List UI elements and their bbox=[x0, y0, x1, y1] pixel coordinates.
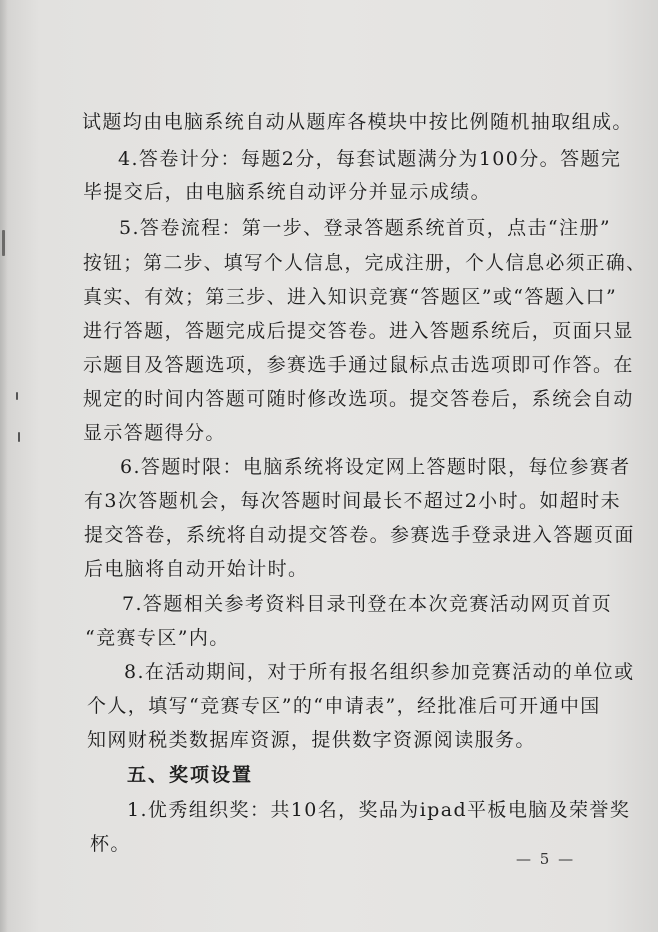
text-line: “竞赛专区”内。 bbox=[85, 627, 230, 649]
text-line: 毕提交后，由电脑系统自动评分并显示成绩。 bbox=[83, 181, 492, 203]
text-line: 后电脑将自动开始计时。 bbox=[84, 558, 309, 580]
text-line: 4.答卷计分：每题2分，每套试题满分为100分。答题完 bbox=[118, 148, 622, 170]
text-line: 真实、有效；第三步、进入知识竞赛“答题区”或“答题入口” bbox=[83, 286, 618, 308]
text-line: 8.在活动期间，对于所有报名组织参加竞赛活动的单位或 bbox=[124, 661, 635, 683]
text-line: 5.答卷流程：第一步、登录答题系统首页，点击“注册” bbox=[119, 217, 611, 239]
text-line: 有3次答题机会，每次答题时间最长不超过2小时。如超时未 bbox=[84, 490, 621, 512]
text-line: 进行答题，答题完成后提交答卷。进入答题系统后，页面只显 bbox=[83, 320, 634, 342]
text-line: 杯。 bbox=[90, 833, 131, 855]
text-line: 个人，填写“竞赛专区”的“申请表”，经批准后可开通中国 bbox=[87, 695, 601, 717]
text-line: 知网财税类数据库资源，提供数字资源阅读服务。 bbox=[87, 729, 536, 751]
text-line: 6.答题时限：电脑系统将设定网上答题时限，每位参赛者 bbox=[120, 456, 631, 478]
page-number: — 5 — bbox=[516, 850, 576, 868]
text-line: 1.优秀组织奖：共10名，奖品为ipad平板电脑及荣誉奖 bbox=[127, 799, 631, 821]
text-line: 7.答题相关参考资料目录刊登在本次竞赛活动网页首页 bbox=[122, 593, 613, 615]
text-line: 提交答卷，系统将自动提交答卷。参赛选手登录进入答题页面 bbox=[84, 524, 635, 546]
binding-mark bbox=[16, 392, 18, 400]
text-line: 试题均由电脑系统自动从题库各模块中按比例随机抽取组成。 bbox=[82, 111, 633, 133]
binding-mark bbox=[18, 432, 20, 442]
binding-mark bbox=[2, 230, 5, 256]
text-line: 显示答题得分。 bbox=[83, 422, 226, 444]
text-line: 规定的时间内答题可随时修改选项。提交答卷后，系统会自动 bbox=[83, 388, 634, 410]
text-line: 示题目及答题选项，参赛选手通过鼠标点击选项即可作答。在 bbox=[83, 354, 634, 376]
text-line: 按钮；第二步、填写个人信息，完成注册，个人信息必须正确、 bbox=[83, 252, 647, 274]
section-heading: 五、奖项设置 bbox=[127, 764, 254, 786]
